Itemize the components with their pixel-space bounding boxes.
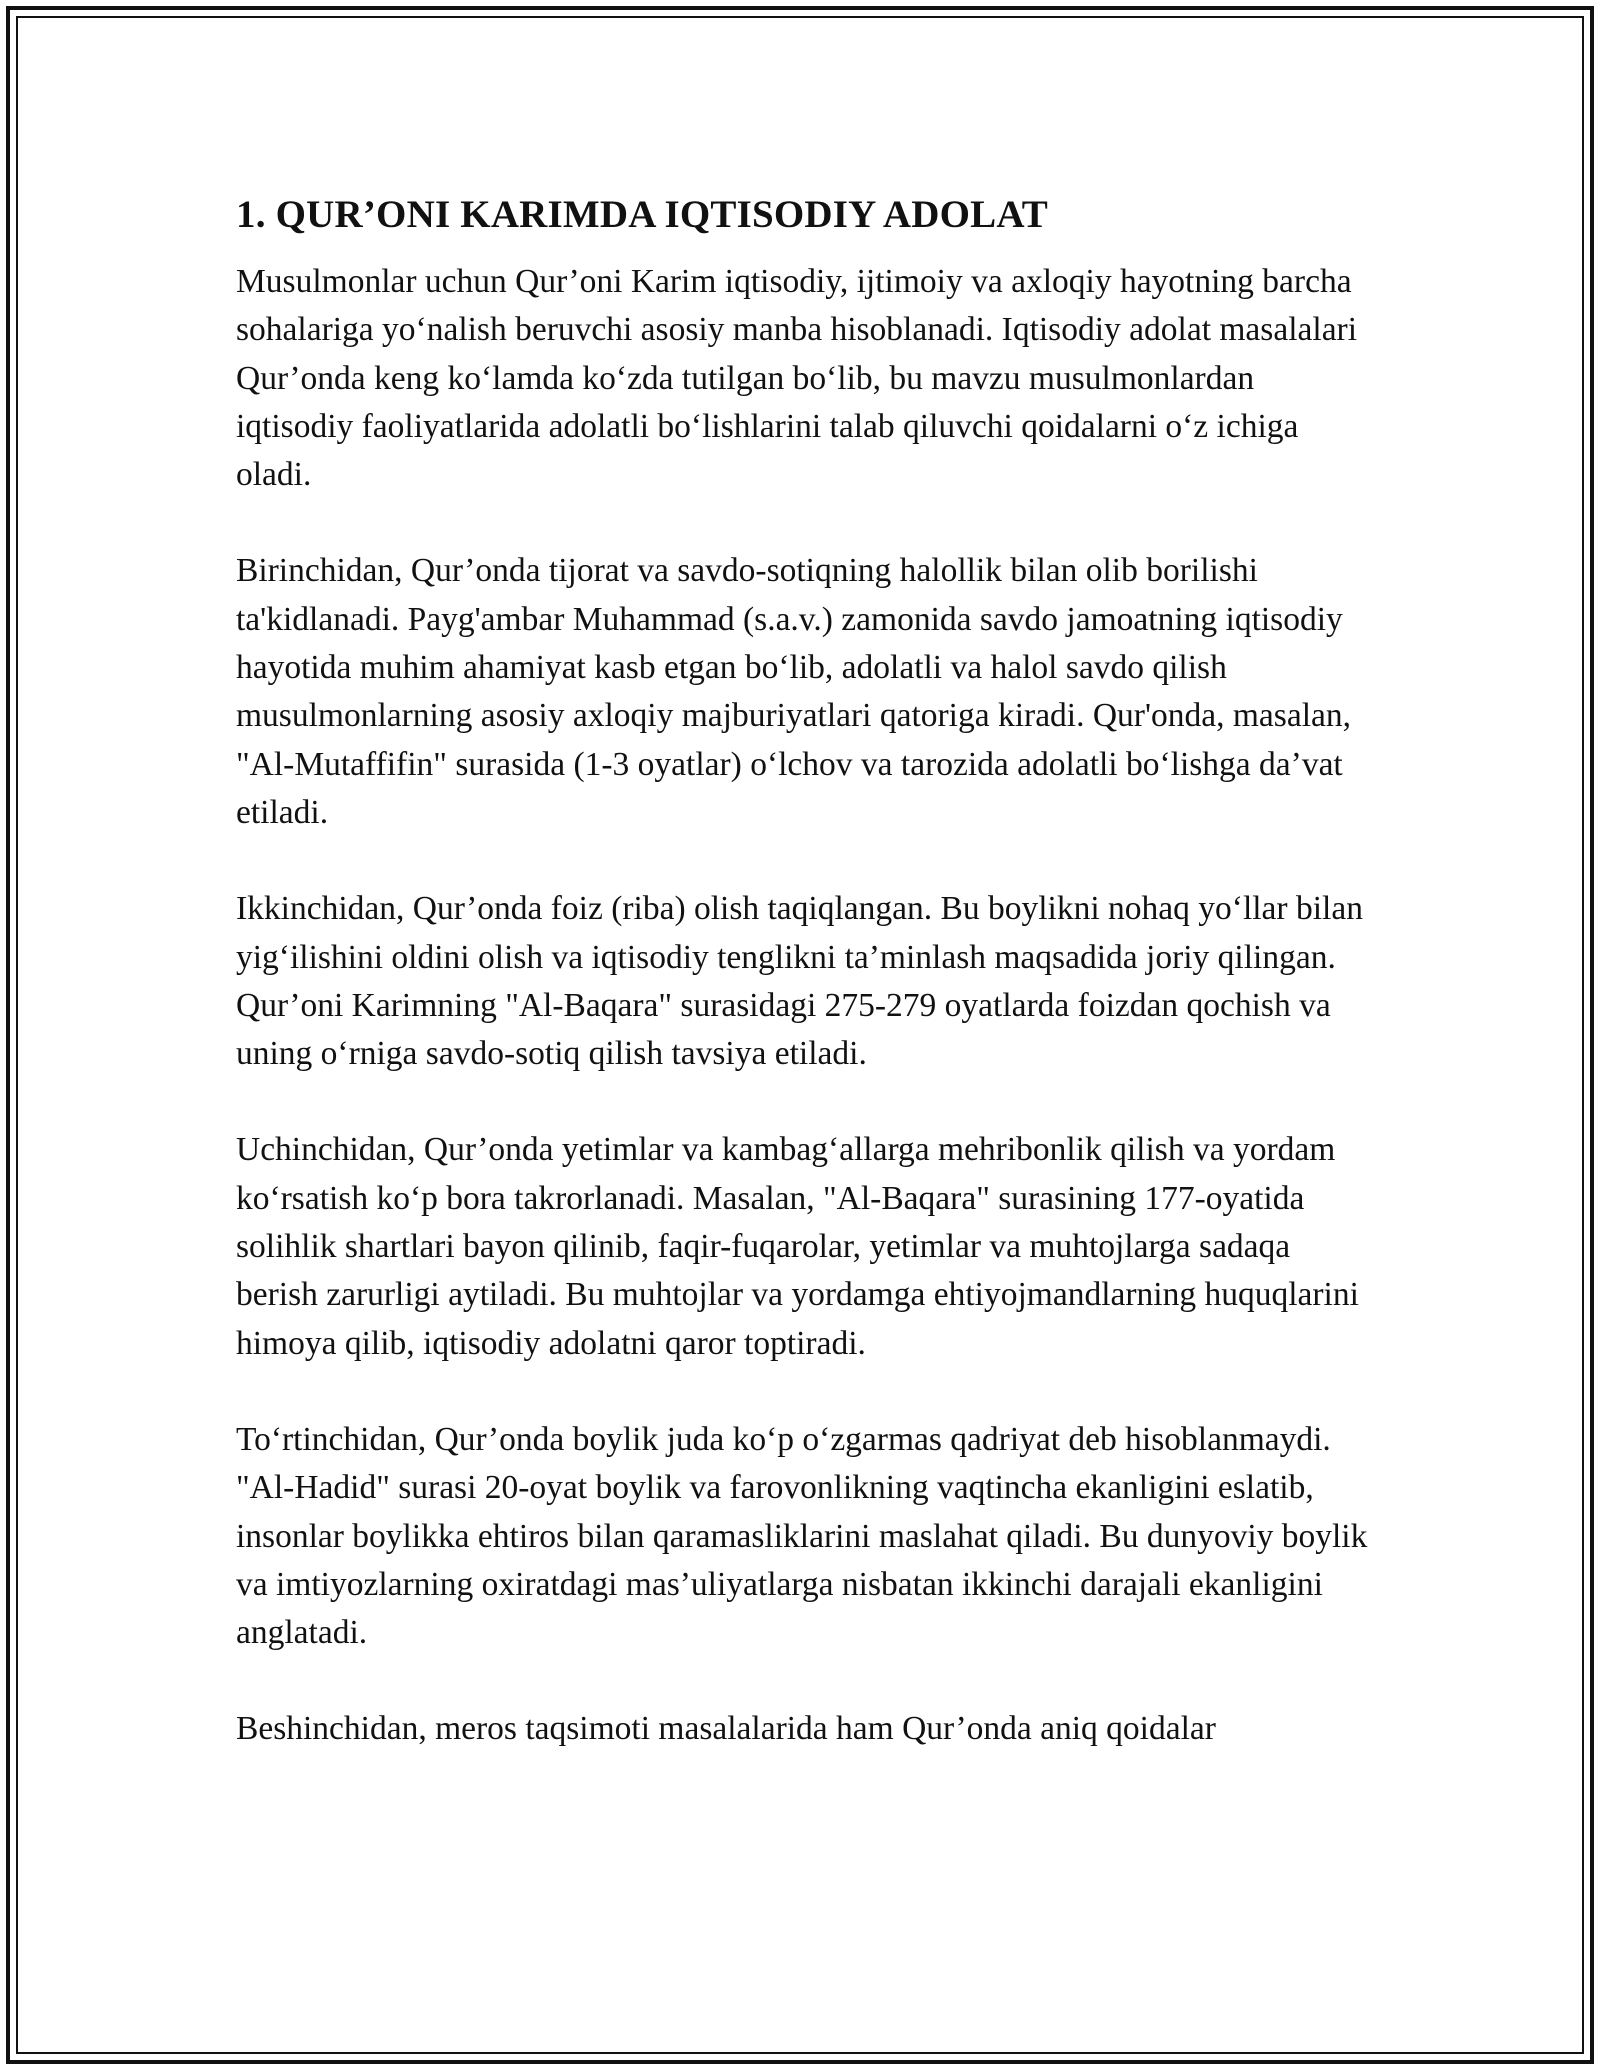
document-body [236,186,1376,1802]
paragraph-third: Uchinchidan, Qur’onda yetimlar va kambag‘allarga mehribonlik qilish va yordam ko‘rsatish ko‘p bora takrorlanadi. Masalan, "Al-Baqara" surasining 177-oyatida solihlik shartlari bayon qilinib, faqir-fuqarolar, yetimlar va muhtojlarga sadaqa berish zarurligi aytiladi. Bu muhtojlar va yordamga ehtiyojmandlarning huquqlarini himoya qilib, iqtisodiy adolatni qaror toptiradi. [236,1131,1359,1362]
paragraph-first: Birinchidan, Qur’onda tijorat va savdo-sotiqning halollik bilan olib borilishi ta'kidlanadi. Payg'ambar Muhammad (s.a.v.) zamonida savdo jamoatning iqtisodiy hayotida muhim ahamiyat kasb etgan bo‘lib, adolatli va halol savdo qilish musulmonlarning asosiy axloqiy majburiyatlari qatoriga kiradi. Qur'onda, masalan, "Al-Mutaffifin" surasida (1-3 oyatlar) o‘lchov va tarozida adolatli bo‘lishga da’vat etiladi. [236,552,1352,831]
section-heading: 1. QUR’ONI KARIMDA IQTISODIY ADOLAT [236,193,1049,236]
paragraph-intro: Musulmonlar uchun Qur’oni Karim iqtisodiy, ijtimoiy va axloqiy hayotning barcha sohalariga yo‘nalish beruvchi asosiy manba hisoblanadi. Iqtisodiy adolat masalalari Qur’onda keng ko‘lamda ko‘zda tutilgan bo‘lib, bu mavzu musulmonlardan iqtisodiy faoliyatlarida adolatli bo‘lishlarini talab qiluvchi qoidalarni o‘z ichiga oladi. [236,263,1358,494]
paragraph-fifth: Beshinchidan, meros taqsimoti masalalarida ham Qur’onda aniq qoidalar [236,1710,1216,1748]
paragraph-second: Ikkinchidan, Qur’onda foiz (riba) olish taqiqlangan. Bu boylikni nohaq yo‘llar bilan yig‘ilishini oldini olish va iqtisodiy tenglikni ta’minlash maqsadida joriy qilingan. Qur’oni Karimning "Al-Baqara" surasidagi 275-279 oyatlarda foizdan qochish va uning o‘rniga savdo-sotiq qilish tavsiya etiladi. [236,890,1363,1073]
paragraph-fourth: To‘rtinchidan, Qur’onda boylik juda ko‘p o‘zgarmas qadriyat deb hisoblanmaydi. "Al-Hadid" surasi 20-oyat boylik va farovonlikning vaqtincha ekanligini eslatib, insonlar boylikka ehtiros bilan qaramasliklarini maslahat qiladi. Bu dunyoviy boylik va imtiyozlarning oxiratdagi mas’uliyatlarga nisbatan ikkinchi darajali ekanligini anglatadi. [236,1420,1368,1652]
